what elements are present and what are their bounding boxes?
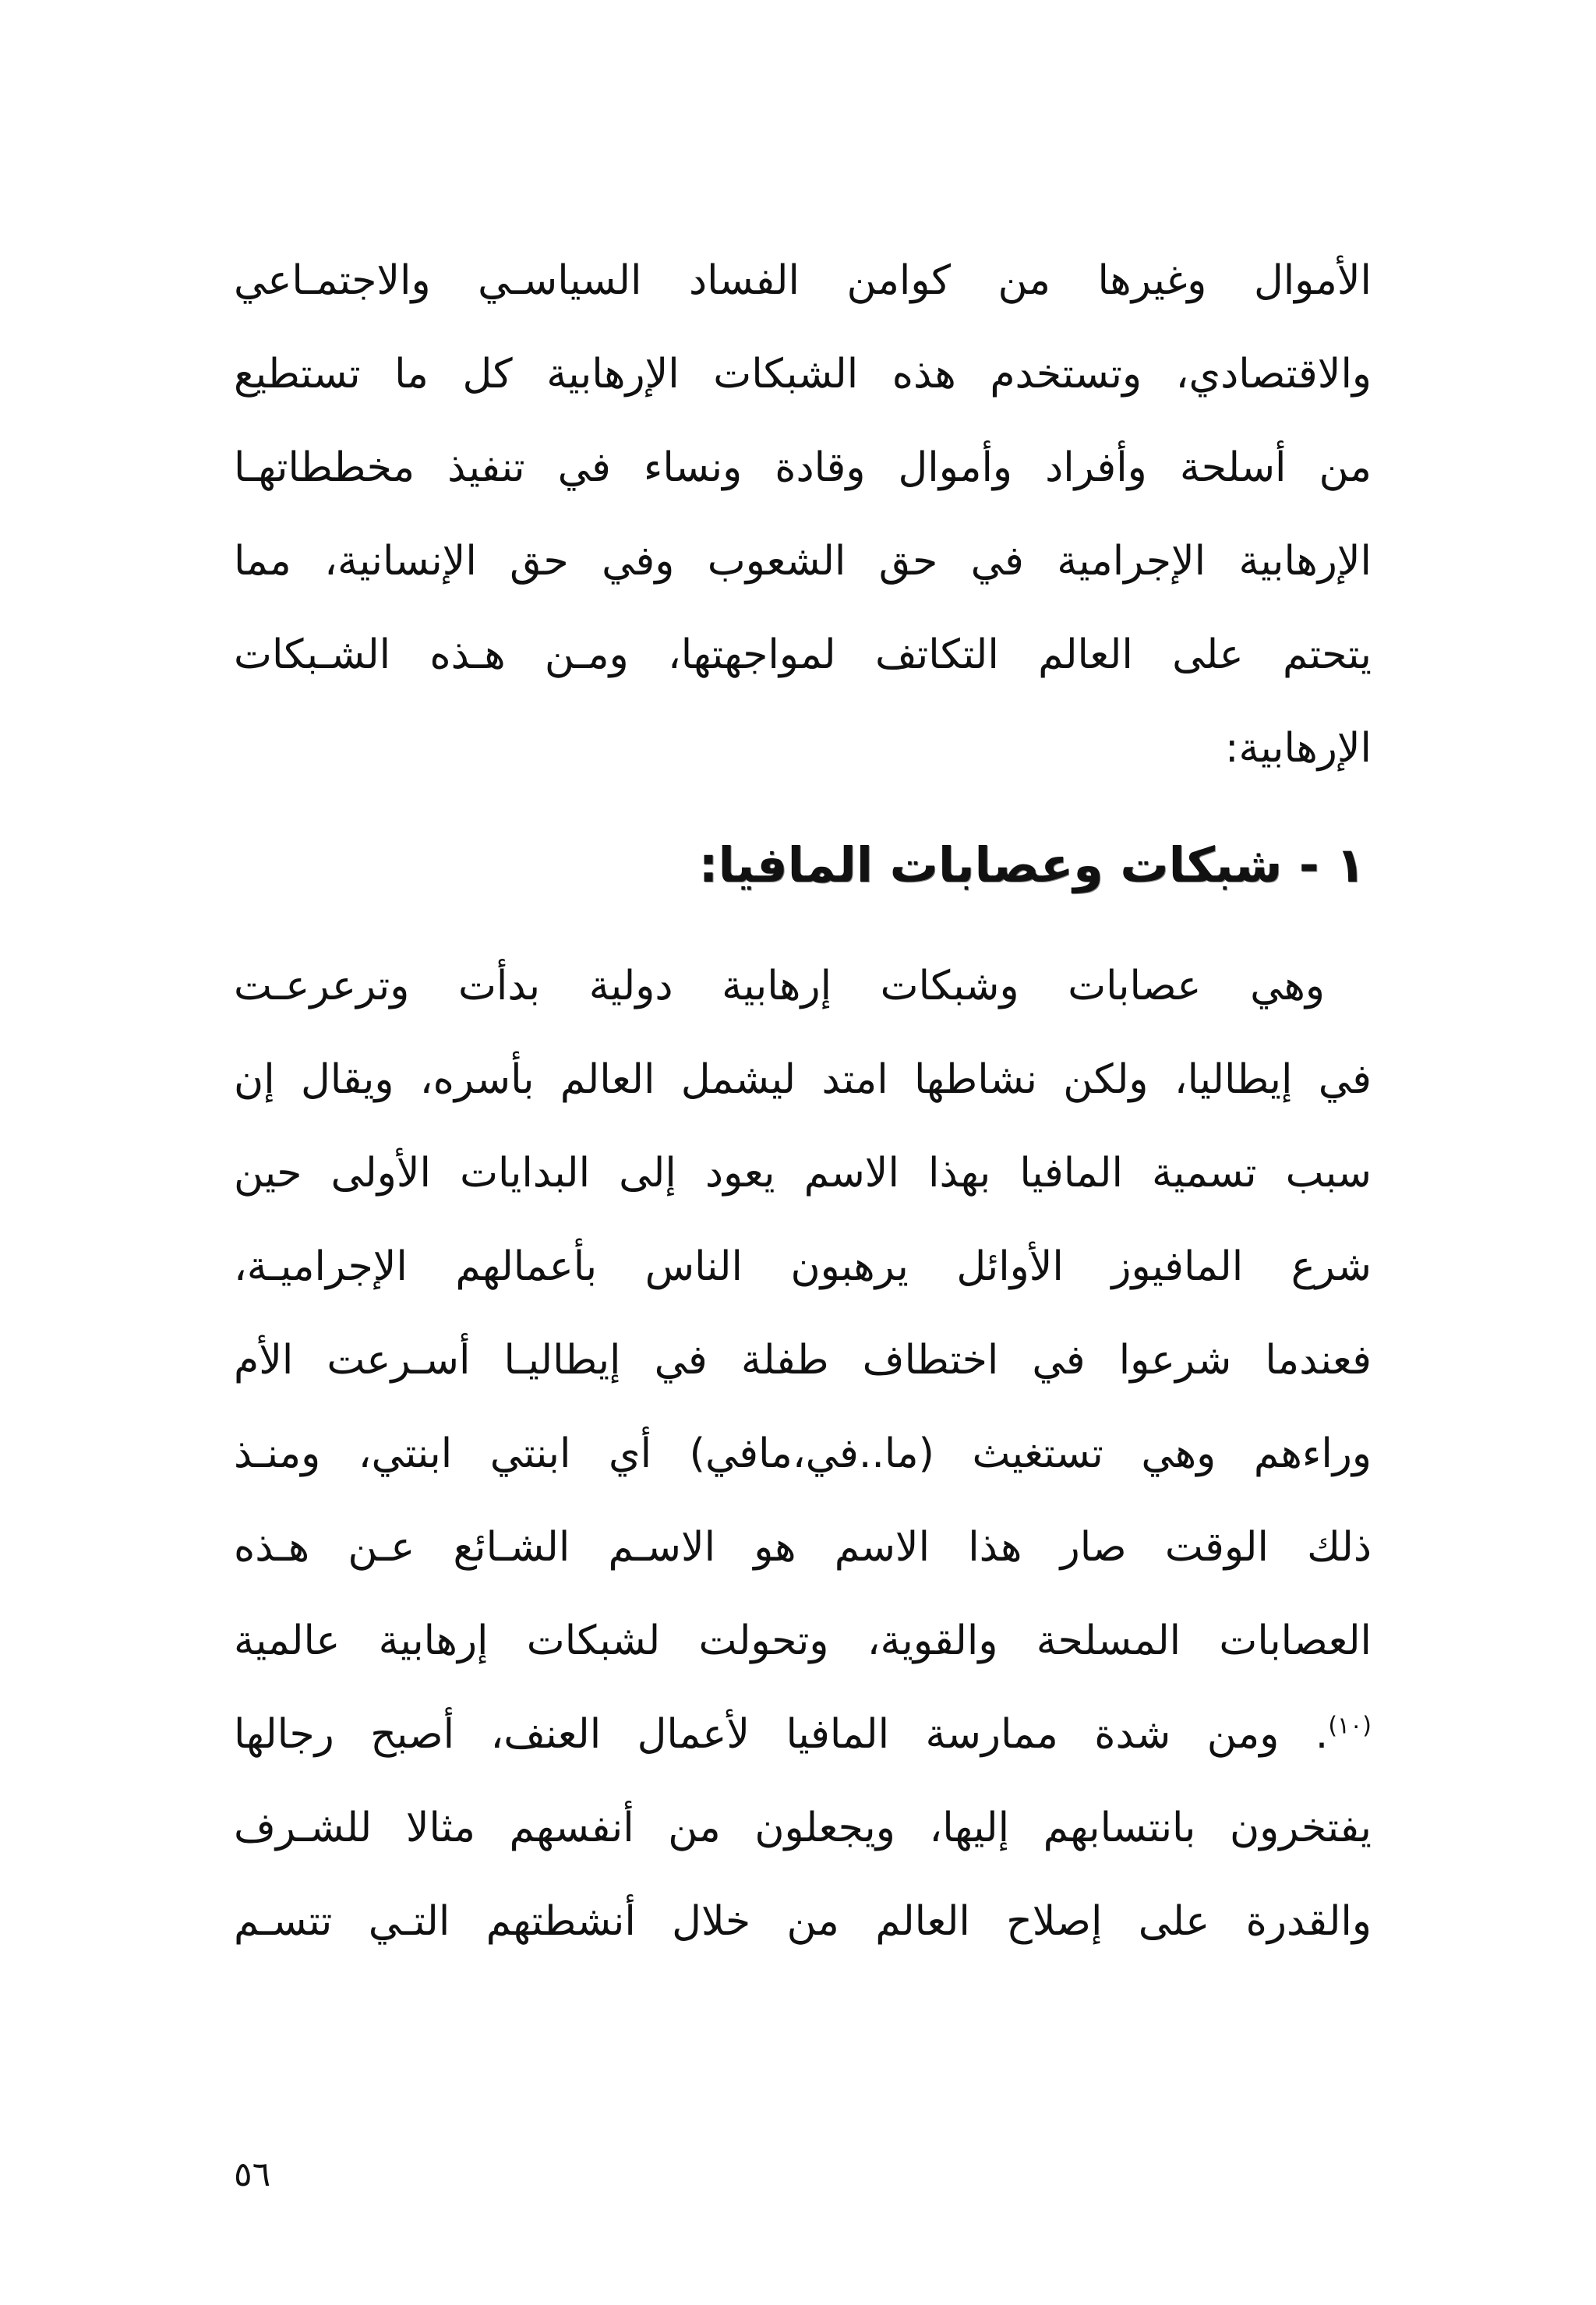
text-line: يفتخرون بانتسابهم إليها، ويجعلون من أنفسهم مثالا للشـرف	[234, 1805, 1372, 1851]
paragraph-mafia	[234, 939, 1372, 1968]
text-line-with-footnote	[234, 1688, 1372, 1781]
text-line: سبب تسمية المافيا بهذا الاسم يعود إلى البدايات الأولى حين	[234, 1150, 1372, 1197]
text-line: وهي عصابات وشبكات إرهابية دولية بدأت وترعرعـت	[234, 963, 1325, 1009]
text-line: ذلك الوقت صار هذا الاسم هو الاسـم الشـائع عـن هـذه	[234, 1524, 1372, 1571]
text-line: والقدرة على إصلاح العالم من خلال أنشطتهم التـي تتسـم	[234, 1898, 1372, 1945]
text-line: والاقتصادي، وتستخدم هذه الشبكات الإرهابية كل ما تستطيع	[234, 351, 1372, 398]
section-heading-block	[234, 815, 1372, 916]
text-line: شرع المافيوز الأوائل يرهبون الناس بأعمالهم الإجراميـة،	[234, 1243, 1372, 1290]
text-line: وراءهم وهي تستغيث (ما..في،مافي) أي ابنتي ابنتي، ومنـذ	[234, 1430, 1372, 1477]
text-line: الإرهابية:	[1224, 725, 1372, 772]
paragraph-intro	[234, 234, 1372, 795]
footnote-line-text: . ومن شدة ممارسة المافيا لأعمال العنف، أصبح رجالها	[234, 1711, 1329, 1758]
text-line: الأموال وغيرها من كوامن الفساد السياسـي والاجتمـاعي	[234, 257, 1372, 304]
text-line: يتحتم على العالم التكاتف لمواجهتها، ومـن هـذه الشـبكات	[234, 631, 1372, 678]
footnote-reference: (١٠)	[1328, 1712, 1372, 1740]
text-line: فعندما شرعوا في اختطاف طفلة في إيطاليـا أسـرعت الأم	[234, 1337, 1372, 1384]
text-line: الإرهابية الإجرامية في حق الشعوب وفي حق الإنسانية، مما	[234, 538, 1372, 585]
page-number: ٥٦	[234, 2155, 271, 2194]
text-line: في إيطاليا، ولكن نشاطها امتد ليشمل العالم بأسره، ويقال إن	[234, 1056, 1372, 1103]
section-heading: ١ - شبكات وعصابات المافيا:	[698, 836, 1365, 893]
text-line: من أسلحة وأفراد وأموال وقادة ونساء في تنفيذ مخططاتهـا	[234, 444, 1372, 491]
text-line: العصابات المسلحة والقوية، وتحولت لشبكات إرهابية عالمية	[234, 1617, 1372, 1664]
